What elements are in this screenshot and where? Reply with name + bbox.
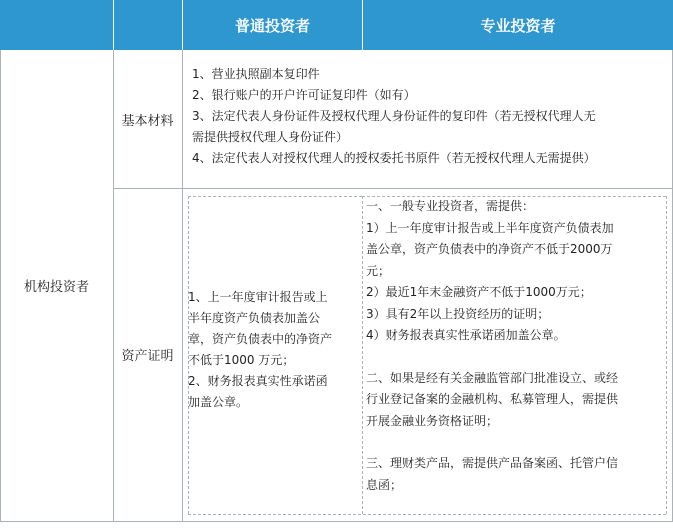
row-label-institutional-investor: 机构投资者 (23, 280, 89, 295)
asset-proof-ordinary-line: 章，资产负债表中的净资产 (188, 332, 333, 346)
asset-proof-professional-line: 三、理财类产品，需提供产品备案函、托管户信 (366, 456, 619, 470)
asset-proof-professional-line: 盖公章，资产负债表中的净资产不低于2000万 (366, 242, 613, 256)
asset-proof-professional-line: 行业登记备案的金融机构、私募管理人，需提供 (366, 392, 619, 406)
basic-materials-item: 4、法定代表人对授权代理人的授权委托书原件（若无授权代理人无需提供） (192, 151, 596, 165)
asset-proof-professional-line: 一、一般专业投资者，需提供： (366, 199, 535, 213)
asset-proof-ordinary-line: 不低于1000 万元； (188, 353, 295, 367)
asset-proof-professional-line (366, 432, 666, 453)
header-professional-investor: 专业投资者 (363, 0, 673, 50)
asset-proof-professional-line (366, 347, 666, 368)
asset-proof-professional-line: 4）财务报表真实性承诺函加盖公章。 (366, 328, 566, 342)
asset-proof-professional-line: 开展金融业务资格证明； (366, 413, 499, 428)
table-divider (182, 50, 183, 522)
asset-proof-professional-line: 3）具有2年以上投资经历的证明； (366, 306, 550, 321)
header-divider (113, 0, 114, 50)
basic-materials-list (192, 64, 670, 169)
asset-proof-ordinary-line: 加盖公章。 (188, 395, 249, 409)
asset-dashed-border (666, 196, 667, 514)
asset-proof-professional-line: 1）上一年度审计报告或上半年度资产负债表加 (366, 220, 614, 235)
header-divider (362, 0, 363, 50)
asset-proof-ordinary (188, 287, 360, 413)
asset-proof-professional-line: 二、如果是经有关金融监管部门批准设立、或经 (366, 370, 619, 385)
asset-dashed-border (188, 196, 362, 197)
asset-proof-ordinary-line: 2、财务报表真实性承诺函 (188, 374, 328, 388)
header-ordinary-investor: 普通投资者 (183, 0, 362, 50)
basic-materials-label: 基本材料 (121, 113, 174, 129)
asset-proof-label: 资产证明 (121, 349, 174, 364)
asset-column-divider (362, 196, 363, 514)
header-empty-cell-1 (0, 0, 113, 50)
asset-proof-professional-line: 元； (366, 263, 391, 278)
asset-proof-ordinary-line: 半年度资产负债表加盖公 (188, 311, 321, 325)
asset-proof-professional (366, 196, 666, 496)
asset-dashed-border (188, 514, 666, 515)
basic-materials-item: 3、法定代表人身份证件及授权代理人身份证件的复印件（若无授权代理人无 (192, 109, 596, 123)
basic-materials-item: 2、银行账户的开户许可证复印件（如有） (192, 88, 416, 102)
basic-materials-item: 1、营业执照副本复印件 (192, 67, 320, 81)
header-divider (182, 0, 183, 50)
row-divider (113, 188, 673, 189)
asset-proof-professional-line: 2）最近1年末金融资产不低于1000万元； (366, 285, 592, 299)
asset-proof-ordinary-line: 1、上一年度审计报告或上 (188, 290, 328, 304)
table-border-bottom (0, 521, 673, 522)
basic-materials-item: 需提供授权代理人身份证件） (192, 130, 349, 144)
asset-proof-professional-line: 息函； (366, 477, 403, 492)
header-empty-cell-2 (114, 0, 182, 50)
